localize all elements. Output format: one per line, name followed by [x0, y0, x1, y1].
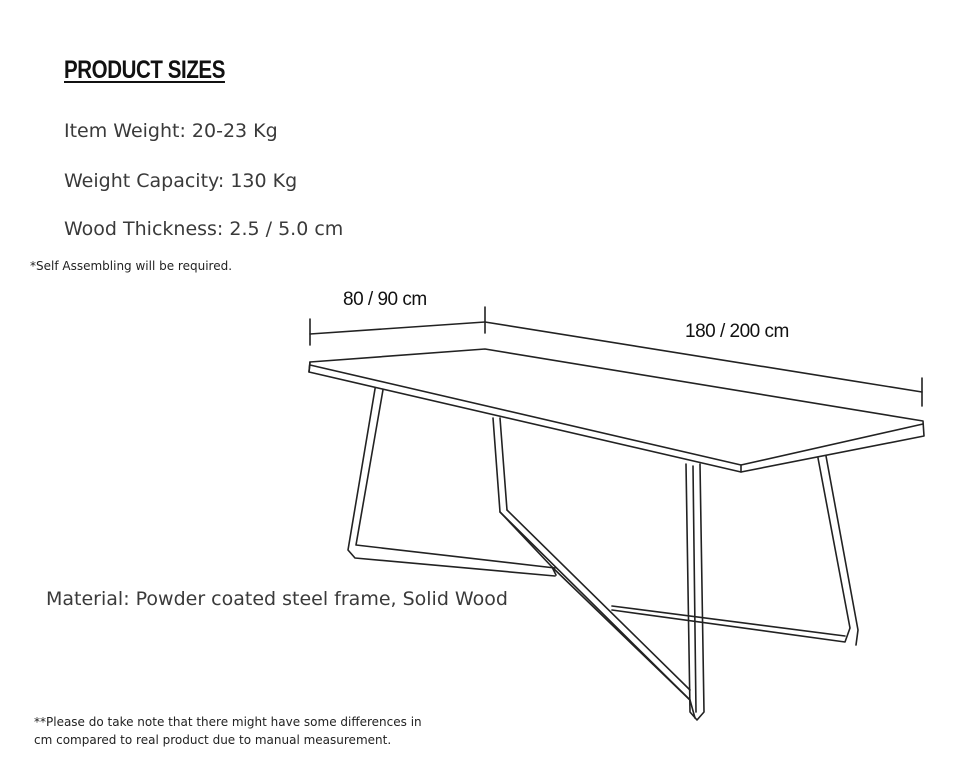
front-leg [686, 464, 704, 720]
length-dimension-label: 180 / 200 cm [685, 321, 789, 342]
item-weight-spec: Item Weight: 20-23 Kg [64, 120, 278, 142]
weight-capacity-spec: Weight Capacity: 130 Kg [64, 170, 298, 192]
cross-bar [500, 510, 695, 718]
width-dimension-label: 80 / 90 cm [343, 289, 427, 310]
assembly-note: *Self Assembling will be required. [30, 259, 233, 273]
tabletop [309, 349, 924, 472]
measurement-disclaimer: **Please do take note that there might have some differences in cm compared to real product due to manual measurement. [34, 715, 422, 747]
wood-thickness-spec: Wood Thickness: 2.5 / 5.0 cm [64, 218, 344, 240]
width-dimension-line [310, 307, 485, 345]
page-title: PRODUCT SIZES [64, 56, 225, 84]
material-spec: Material: Powder coated steel frame, Solid Wood [46, 588, 508, 610]
